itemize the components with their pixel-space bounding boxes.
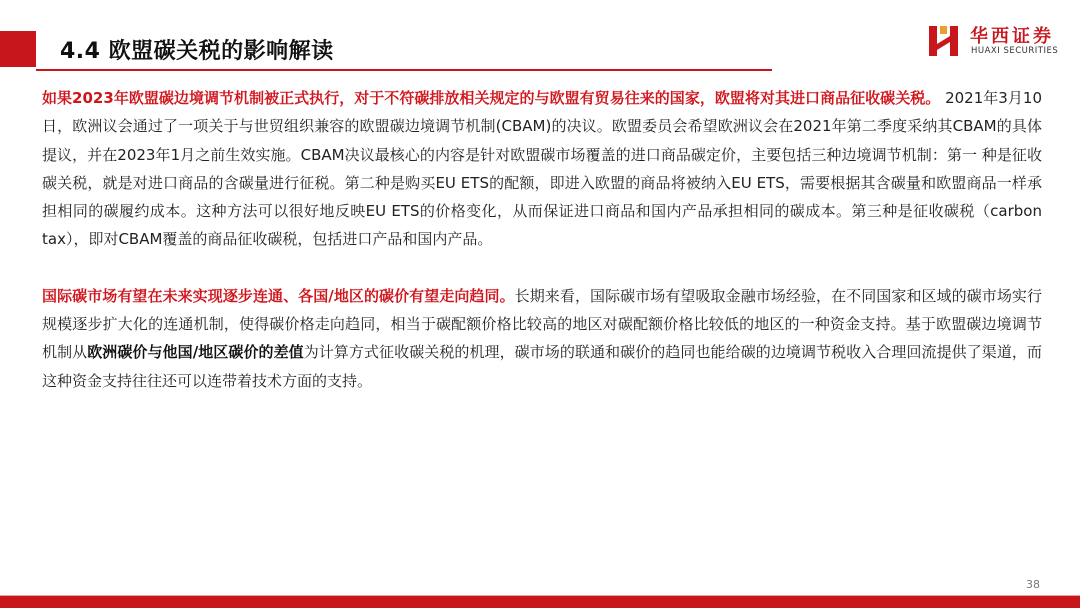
page-number: 38: [1026, 578, 1040, 591]
paragraph-carbon-market-body-after: 为计算方式征收碳关税的机理，碳市场的联通和碳价的趋同也能给碳的边境调节税收入合理回流提供了渠道，而这种资金支持往往还可以连带着技术方面的支持。: [42, 343, 1042, 390]
title-accent-block: [0, 31, 36, 67]
paragraph-cbam: [42, 84, 1042, 254]
body-content: [42, 84, 1042, 395]
logo-chinese-name: 华西证券: [970, 26, 1054, 47]
paragraph-carbon-market-body-before: 长期来看，国际碳市场有望吸取金融市场经验，在不同国家和区域的碳市场实行规模逐步扩大化的连通机制，使得碳价格走向趋同，相当于碳配额价格比较高的地区对碳配额价格比较低的地区的一种资金支持。基于欧盟碳边境调节机制从: [42, 286, 1042, 362]
paragraph-carbon-market: [42, 282, 1042, 395]
footer-bar: [0, 596, 1080, 608]
paragraph-carbon-market-bold: 欧洲碳价与他国/地区碳价的差值: [87, 343, 304, 362]
page-title: 4.4 欧盟碳关税的影响解读: [60, 39, 334, 64]
logo-english-name: HUAXI SECURITIES: [971, 46, 1059, 56]
company-logo: [928, 22, 1063, 62]
huaxi-logo-icon: [928, 24, 960, 58]
paragraph-carbon-market-highlight: 国际碳市场有望在未来实现逐步连通、各国/地区的碳价有望走向趋同。: [42, 286, 515, 305]
title-divider: [36, 69, 772, 71]
paragraph-cbam-highlight: 如果2023年欧盟碳边境调节机制被正式执行，对于不符碳排放相关规定的与欧盟有贸易往来的国家，欧盟将对其进口商品征收碳关税。: [42, 89, 941, 107]
paragraph-cbam-body: 2021年3月10日，欧洲议会通过了一项关于与世贸组织兼容的欧盟碳边境调节机制(CBAM)的决议。欧盟委员会希望欧洲议会在2021年第二季度采纳其CBAM的具体提议，并在2023年1月之前生效实施。CBAM决议最核心的内容是针对欧盟碳市场覆盖的进口商品碳定价，主要包括三种边境调节机制：第一 种是征收碳关税，就是对进口商品的含碳量进行征税。第二种是购买EU ETS的配额，即进入欧盟的商品将被纳入EU ETS，需要根据其含碳量和欧盟商品一样承担相同的碳履约成本。这种方法可以很好地反映EU ETS的价格变化，从而保证进口商品和国内产品承担相同的碳成本。第三种是征收碳税（carbon tax），即对CBAM覆盖的商品征收碳税，包括进口产品和国内产品。: [42, 89, 1042, 249]
